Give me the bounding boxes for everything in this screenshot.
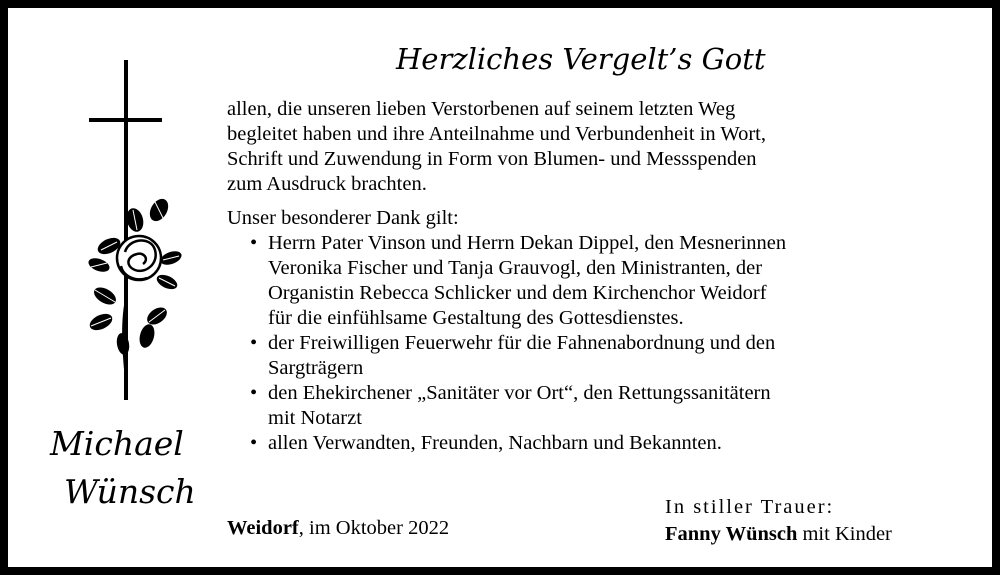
body-text [227, 97, 967, 456]
list-item [268, 381, 967, 431]
deceased-name [46, 420, 216, 516]
intro-paragraph [227, 97, 967, 197]
list-item-line: allen Verwandten, Freunden, Nachbarn und Bekannten. [268, 432, 722, 454]
deceased-last-name: Wünsch [64, 472, 196, 511]
page-title: Herzliches Vergelt’s Gott [396, 42, 766, 76]
mourner-suffix: mit Kinder [797, 523, 892, 545]
mourning-signature [665, 494, 892, 548]
intro-line: allen, die unseren lieben Verstorbenen auf seinem letzten Weg [227, 98, 736, 120]
place-date [227, 517, 449, 540]
list-item-line: Sargträgern [268, 357, 364, 379]
list-item [268, 431, 967, 456]
list-item-line: Veronika Fischer und Tanja Grauvogl, den Ministranten, der [268, 257, 763, 279]
cross-with-rose-icon [63, 60, 183, 405]
mourning-label: In stiller Trauer: [665, 496, 835, 518]
mourner-name: Fanny Wünsch [665, 523, 798, 545]
deceased-first-name: Michael [50, 424, 184, 463]
list-item-line: mit Notarzt [268, 407, 362, 429]
intro-line: begleitet haben und ihre Anteilnahme und Verbundenheit in Wort, [227, 123, 767, 145]
intro-line: Schrift und Zuwendung in Form von Blumen- und Messspenden [227, 148, 757, 170]
list-item-line: den Ehekirchener „Sanitäter vor Ort“, den Rettungssanitätern [268, 382, 771, 404]
thanks-heading: Unser besonderer Dank gilt: [227, 207, 459, 229]
place-date-text: , im Oktober 2022 [298, 517, 450, 539]
intro-line: zum Ausdruck brachten. [227, 173, 427, 195]
list-item [268, 231, 967, 331]
list-item [268, 331, 967, 381]
place-town: Weidorf [227, 517, 299, 539]
list-item-line: für die einfühlsame Gestaltung des Gottesdienstes. [268, 307, 684, 329]
list-item-line: Organistin Rebecca Schlicker und dem Kirchenchor Weidorf [268, 282, 767, 304]
list-item-line: Herrn Pater Vinson und Herrn Dekan Dippel, den Mesnerinnen [268, 232, 787, 254]
thanks-list [227, 231, 967, 456]
list-item-line: der Freiwilligen Feuerwehr für die Fahnenabordnung und den [268, 332, 776, 354]
obituary-card [8, 8, 992, 567]
